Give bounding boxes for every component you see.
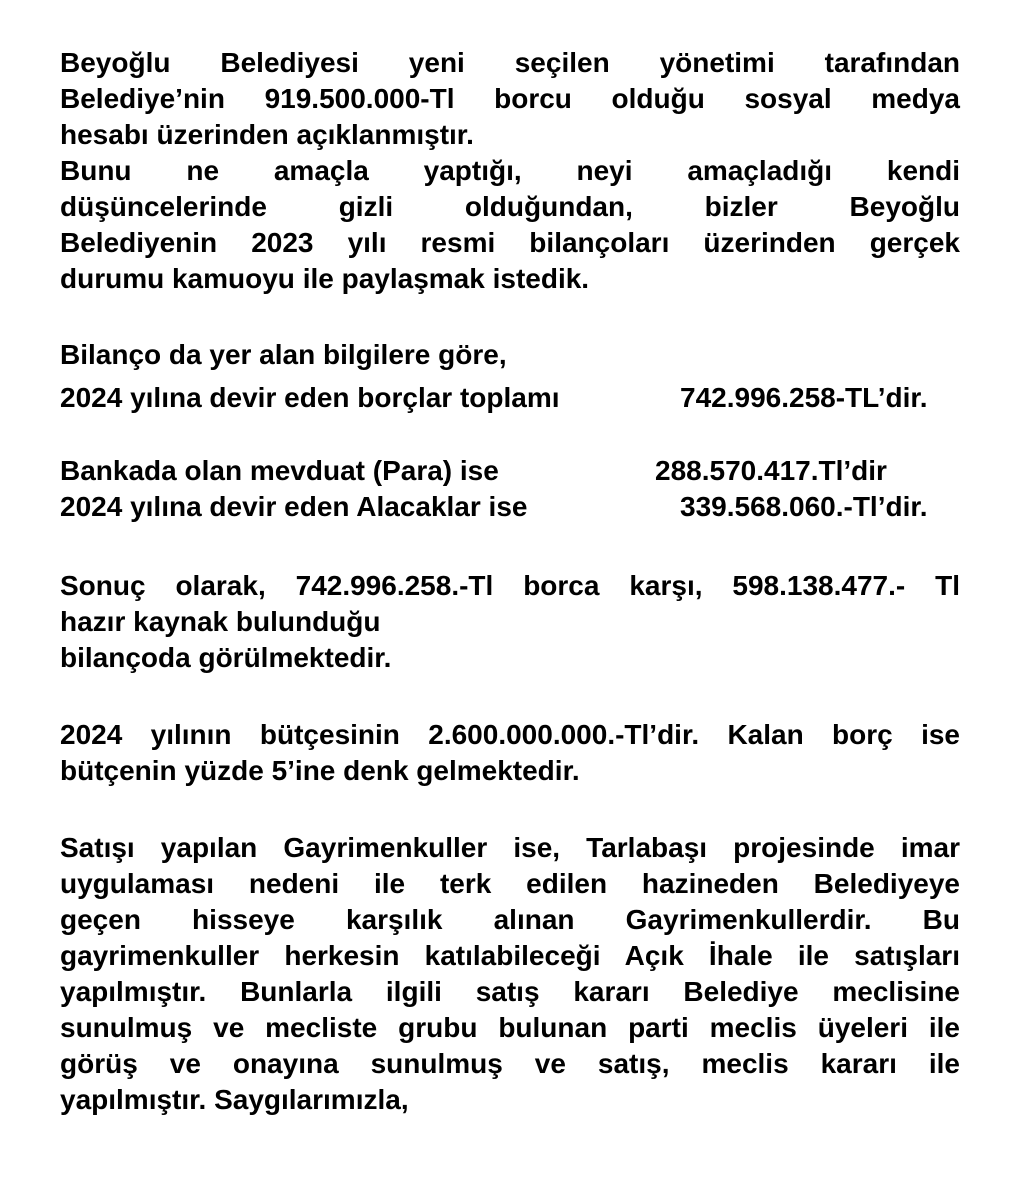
receivables-label: 2024 yılına devir eden Alacaklar ise bbox=[60, 491, 528, 522]
text-line: uygulaması nedeni ile terk edilen hazineden Belediyeye bbox=[60, 868, 960, 899]
debts-value: 742.996.258-TL’dir. bbox=[680, 382, 928, 413]
debts-label: 2024 yılına devir eden borçlar toplamı bbox=[60, 382, 560, 413]
text-line: yapılmıştır. Bunlarla ilgili satış kararı Belediye meclisine bbox=[60, 976, 960, 1007]
text-line: Beyoğlu Belediyesi yeni seçilen yönetimi tarafından bbox=[60, 47, 960, 78]
text-line: Satışı yapılan Gayrimenkuller ise, Tarlabaşı projesinde imar bbox=[60, 832, 960, 863]
text-line: yapılmıştır. Saygılarımızla, bbox=[60, 1084, 409, 1115]
conclusion-paragraph bbox=[60, 568, 960, 676]
text-line: durumu kamuoyu ile paylaşmak istedik. bbox=[60, 263, 590, 294]
text-line: Belediyenin 2023 yılı resmi bilançoları üzerinden gerçek bbox=[60, 227, 960, 258]
text-line: Sonuç olarak, 742.996.258.-Tl borca karşı, 598.138.477.- Tl bbox=[60, 570, 960, 601]
text-line: bütçenin yüzde 5’ine denk gelmektedir. bbox=[60, 755, 580, 786]
receivables-value: 339.568.060.-Tl’dir. bbox=[680, 491, 928, 522]
text-line: Belediye’nin 919.500.000-Tl borcu olduğu sosyal medya bbox=[60, 83, 960, 114]
text-line: Bilanço da yer alan bilgilere göre, bbox=[60, 339, 507, 370]
text-line: görüş ve onayına sunulmuş ve satış, meclis kararı ile bbox=[60, 1048, 960, 1079]
purpose-paragraph bbox=[60, 153, 960, 297]
receivables-row bbox=[60, 489, 960, 525]
deposits-row bbox=[60, 453, 960, 489]
budget-paragraph bbox=[60, 717, 960, 789]
text-line: hazır kaynak bulunduğu bbox=[60, 606, 381, 637]
text-line: düşüncelerinde gizli olduğundan, bizler Beyoğlu bbox=[60, 191, 960, 222]
text-line: sunulmuş ve mecliste grubu bulunan parti meclis üyeleri ile bbox=[60, 1012, 960, 1043]
real-estate-paragraph bbox=[60, 830, 960, 1118]
text-line: Bunu ne amaçla yaptığı, neyi amaçladığı kendi bbox=[60, 155, 960, 186]
debts-row bbox=[60, 380, 960, 416]
text-line: geçen hisseye karşılık alınan Gayrimenkullerdir. Bu bbox=[60, 904, 960, 935]
deposits-value: 288.570.417.Tl’dir bbox=[655, 455, 887, 486]
text-line: gayrimenkuller herkesin katılabileceği Açık İhale ile satışları bbox=[60, 940, 960, 971]
deposits-label: Bankada olan mevduat (Para) ise bbox=[60, 455, 499, 486]
text-line: bilançoda görülmektedir. bbox=[60, 642, 392, 673]
text-line: hesabı üzerinden açıklanmıştır. bbox=[60, 119, 474, 150]
balance-intro bbox=[60, 337, 960, 373]
text-line: 2024 yılının bütçesinin 2.600.000.000.-Tl’dir. Kalan borç ise bbox=[60, 719, 960, 750]
intro-paragraph bbox=[60, 45, 960, 153]
